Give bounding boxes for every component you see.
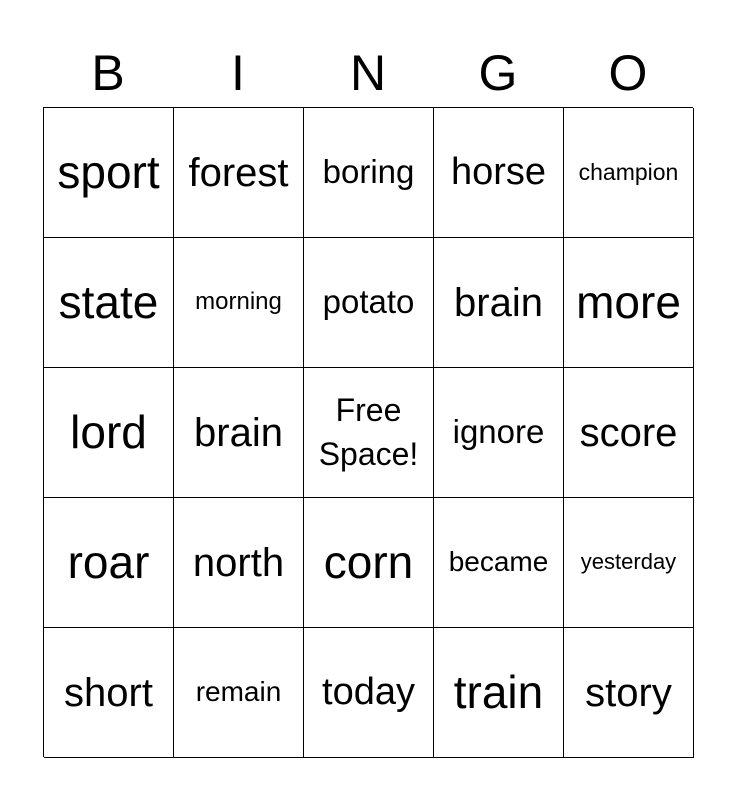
bingo-cell[interactable] [44,238,174,368]
bingo-cell[interactable] [434,498,564,628]
bingo-cell[interactable] [304,628,434,758]
header-letter-b: B [91,45,125,101]
free-space-cell[interactable] [304,368,434,498]
header-letter-g: G [478,45,518,101]
bingo-card-grid [43,107,693,757]
bingo-cell[interactable] [564,368,694,498]
bingo-cell[interactable] [304,238,434,368]
bingo-cell[interactable] [434,108,564,238]
cell-word: morning [195,288,282,316]
bingo-cell[interactable] [44,498,174,628]
bingo-cell[interactable] [44,368,174,498]
header-letter-o: O [608,45,648,101]
cell-word: champion [578,158,679,185]
cell-word: brain [194,410,283,455]
cell-word: forest [188,150,289,195]
cell-word: lord [70,406,147,459]
bingo-cell[interactable] [564,498,694,628]
cell-word: short [64,670,153,715]
cell-word: remain [195,676,282,708]
bingo-cell[interactable] [434,368,564,498]
bingo-cell[interactable] [564,628,694,758]
bingo-cell[interactable] [304,108,434,238]
cell-word: north [192,540,285,585]
cell-word: boring [322,153,415,191]
cell-word: horse [450,150,547,193]
bingo-cell[interactable] [174,628,304,758]
cell-word: roar [67,536,150,589]
cell-word: train [453,666,544,719]
bingo-cell[interactable] [174,368,304,498]
cell-word: state [58,276,159,329]
free-space-label: Free Space! [318,392,419,472]
bingo-cell[interactable] [564,238,694,368]
cell-word: score [579,410,678,455]
cell-word: corn [323,536,414,589]
bingo-cell[interactable] [174,238,304,368]
cell-word: brain [454,280,543,325]
bingo-cell[interactable] [564,108,694,238]
bingo-cell[interactable] [174,498,304,628]
bingo-cell[interactable] [44,628,174,758]
cell-word: yesterday [580,549,677,575]
bingo-cell[interactable] [44,108,174,238]
cell-word: became [448,546,549,578]
cell-word: ignore [452,413,545,451]
bingo-cell[interactable] [434,238,564,368]
cell-word: story [585,670,672,715]
header-letter-i: I [231,45,245,101]
bingo-cell[interactable] [174,108,304,238]
bingo-cell[interactable] [304,498,434,628]
cell-word: today [322,670,415,713]
bingo-header [43,42,693,104]
header-letter-n: N [349,45,387,101]
cell-word: more [576,276,681,329]
bingo-cell[interactable] [434,628,564,758]
cell-word: sport [57,146,160,199]
cell-word: potato [322,283,415,321]
